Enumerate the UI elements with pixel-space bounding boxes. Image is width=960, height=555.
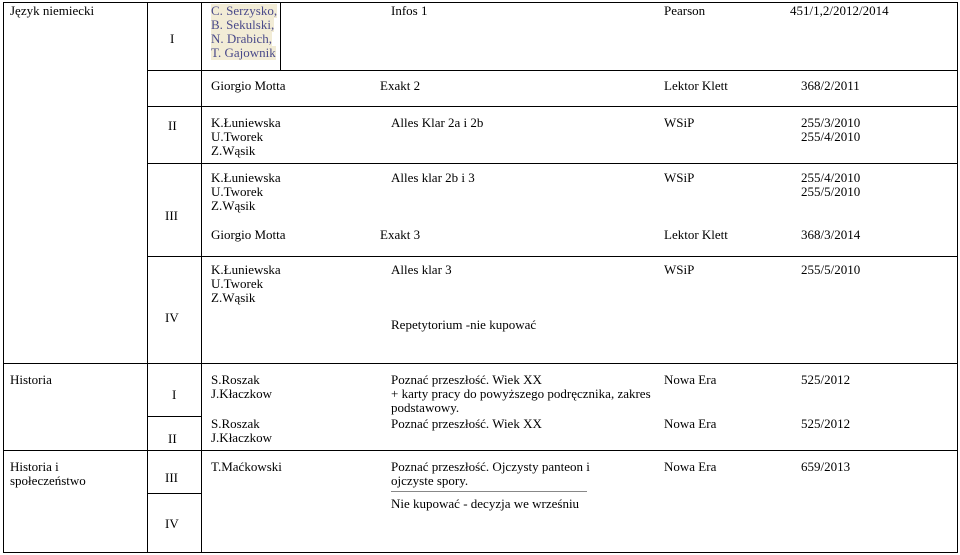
grade-ii: II [168, 431, 177, 446]
author-line: K.Łuniewska [211, 170, 281, 185]
author-line: J.Kłaczkow [211, 386, 273, 401]
book-title: Infos 1 [391, 3, 428, 18]
author-line: K.Łuniewska [211, 262, 281, 277]
author-line: U.Tworek [211, 129, 264, 144]
col-rule [201, 2, 202, 553]
publisher: Nowa Era [664, 459, 717, 474]
row-rule [147, 70, 958, 71]
approval-number: 451/1,2/2012/2014 [790, 3, 889, 18]
approval-number: 525/2012 [801, 372, 851, 387]
author-line: B. Sekulski, [211, 17, 275, 32]
publisher: Lektor Klett [664, 78, 728, 93]
author-line: Z.Wąsik [211, 198, 256, 213]
col-rule [147, 2, 148, 553]
subject-historia-line1: Historia i [10, 459, 59, 474]
approval-number: 255/3/2010 [801, 115, 861, 130]
grade-ii: II [168, 118, 177, 133]
book-title: Alles Klar 2a i 2b [391, 115, 484, 130]
grade-iv: IV [165, 310, 179, 325]
grade-iii: III [165, 470, 178, 485]
approval-number: 368/2/2011 [801, 78, 860, 93]
subject-historia: Historia [10, 372, 52, 387]
author-line: N. Drabich, [211, 31, 273, 46]
author-line: T.Maćkowski [211, 459, 282, 474]
book-title: Poznać przeszłość. Ojczysty panteon i ojczyste spory. [391, 459, 590, 488]
col-rule [957, 2, 958, 553]
subject-historia-line2: społeczeństwo [10, 473, 86, 488]
publisher: Nowa Era [664, 372, 717, 387]
approval-number: 255/5/2010 [801, 184, 861, 199]
author-line: Giorgio Motta [211, 78, 286, 93]
grade-i: I [170, 31, 175, 46]
note-divider [391, 491, 587, 492]
author-line: S.Roszak [211, 416, 260, 431]
author-line: C. Serzysko, [211, 3, 278, 18]
approval-number: 255/4/2010 [801, 170, 861, 185]
col-rule [3, 2, 4, 553]
author-line: Z.Wąsik [211, 143, 256, 158]
note: Nie kupować - decyzja we wrześniu [391, 496, 580, 511]
note: Repetytorium -nie kupować [391, 317, 537, 332]
row-rule [147, 163, 958, 164]
grade-iv: IV [165, 516, 179, 531]
book-title: Poznać przeszłość. Wiek XX [391, 416, 542, 431]
publisher: Pearson [664, 3, 706, 18]
approval-number: 659/2013 [801, 459, 851, 474]
book-title: Alles klar 2b i 3 [391, 170, 475, 185]
approval-number: 255/5/2010 [801, 262, 861, 277]
author-line: J.Kłaczkow [211, 430, 273, 445]
grade-i: I [172, 387, 177, 402]
publisher: WSiP [664, 115, 695, 130]
row-rule [147, 416, 201, 417]
col-rule [280, 2, 281, 71]
publisher: WSiP [664, 170, 695, 185]
author-line: T. Gajownik [211, 45, 276, 60]
author-line: U.Tworek [211, 276, 264, 291]
row-rule [147, 106, 958, 107]
publisher: Nowa Era [664, 416, 717, 431]
book-title: Poznać przeszłość. Wiek XX [391, 372, 542, 387]
book-title: Alles klar 3 [391, 262, 452, 277]
note: + karty pracy do powyższego podręcznika, zakres podstawowy. [391, 386, 651, 415]
subject-jezyk-niemiecki: Język niemiecki [10, 3, 95, 18]
author-line: Z.Wąsik [211, 290, 256, 305]
publisher: WSiP [664, 262, 695, 277]
author-line: Giorgio Motta [211, 227, 286, 242]
book-title: Exakt 3 [380, 227, 421, 242]
publisher: Lektor Klett [664, 227, 728, 242]
approval-number: 255/4/2010 [801, 129, 861, 144]
approval-number: 368/3/2014 [801, 227, 861, 242]
grade-iii: III [165, 208, 178, 223]
author-line: K.Łuniewska [211, 115, 281, 130]
book-title: Exakt 2 [380, 78, 421, 93]
author-line: U.Tworek [211, 184, 264, 199]
row-rule [147, 493, 201, 494]
row-rule [147, 256, 958, 257]
author-line: S.Roszak [211, 372, 260, 387]
approval-number: 525/2012 [801, 416, 851, 431]
